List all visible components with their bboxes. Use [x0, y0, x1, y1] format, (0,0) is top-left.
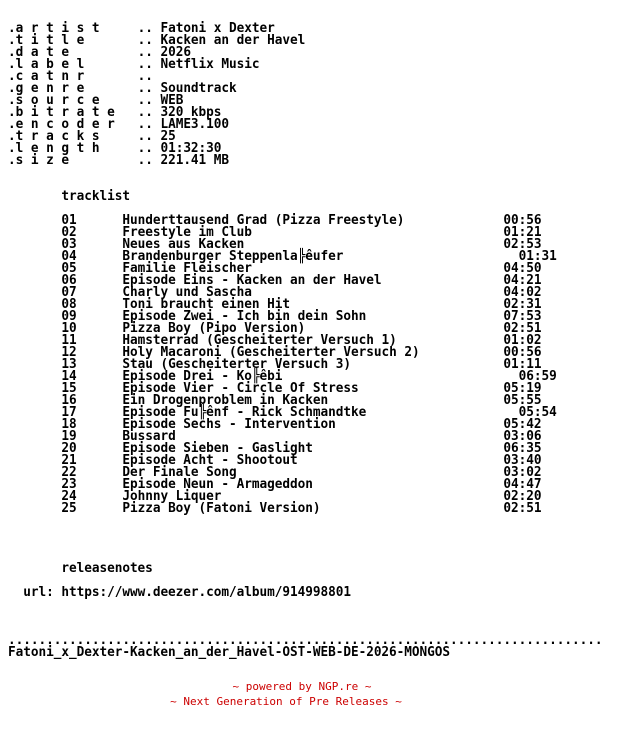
track-duration: 01:02 — [503, 333, 542, 348]
track-title: Episode Fu╠ênf - Rick Schmandtke — [122, 405, 367, 420]
info-value: Fatoni x Dexter — [160, 21, 275, 36]
track-number: 01 — [61, 213, 77, 228]
info-separator: .. — [137, 129, 153, 144]
info-separator: .. — [137, 105, 153, 120]
track-duration: 03:02 — [503, 465, 542, 480]
track-title: Neues aus Kacken — [122, 237, 245, 252]
track-number: 18 — [61, 417, 77, 432]
info-separator: .. — [137, 93, 153, 108]
nfo-text — [8, 23, 602, 659]
track-duration: 01:11 — [503, 357, 542, 372]
footer-powered-by: ~ powered by NGP.re ~ — [232, 680, 372, 693]
info-separator: .. — [137, 81, 153, 96]
track-title: Familie Fleischer — [122, 261, 252, 276]
track-number: 11 — [61, 333, 77, 348]
track-duration: 03:06 — [503, 429, 542, 444]
info-value: 320 kbps — [160, 105, 222, 120]
track-title: Hamsterrad (Gescheiterter Versuch 1) — [122, 333, 397, 348]
info-value: LAME3.100 — [160, 117, 230, 132]
info-key: .t r a c k s — [8, 129, 100, 144]
track-duration: 05:19 — [503, 381, 542, 396]
info-key: .a r t i s t — [8, 21, 100, 36]
track-duration: 05:42 — [503, 417, 542, 432]
track-number: 02 — [61, 225, 77, 240]
info-key: .l a b e l — [8, 57, 85, 72]
tracklist-heading: tracklist — [61, 189, 130, 204]
info-key: .s o u r c e — [8, 93, 100, 108]
track-number: 23 — [61, 477, 77, 492]
info-separator: .. — [137, 153, 153, 168]
info-key: .c a t n r — [8, 69, 85, 84]
info-value: 01:32:30 — [160, 141, 222, 156]
track-number: 12 — [61, 345, 77, 360]
track-number: 19 — [61, 429, 77, 444]
info-value: 2026 — [160, 45, 191, 60]
track-number: 10 — [61, 321, 77, 336]
info-separator: .. — [137, 57, 153, 72]
tracklist — [8, 213, 557, 516]
track-duration: 03:40 — [503, 453, 542, 468]
track-number: 03 — [61, 237, 77, 252]
track-title: Episode Sieben - Gaslight — [122, 441, 313, 456]
track-title: Episode Vier - Circle Of Stress — [122, 381, 359, 396]
track-number: 05 — [61, 261, 77, 276]
track-duration: 00:56 — [503, 345, 542, 360]
info-key: .t i t l e — [8, 33, 85, 48]
info-key: .l e n g t h — [8, 141, 100, 156]
info-value: WEB — [160, 93, 184, 108]
track-title: Holy Macaroni (Gescheiterter Versuch 2) — [122, 345, 420, 360]
track-duration: 04:50 — [503, 261, 542, 276]
releasenotes-heading: releasenotes — [61, 561, 153, 576]
track-duration: 01:21 — [503, 225, 542, 240]
track-title: Brandenburger Steppenla╠êufer — [122, 249, 344, 264]
track-title: Episode Eins - Kacken an der Havel — [122, 273, 382, 288]
info-separator: .. — [137, 141, 153, 156]
release-name: Fatoni_x_Dexter-Kacken_an_der_Havel-OST-WEB-DE-2026-MONGOS — [8, 645, 451, 660]
track-number: 06 — [61, 273, 77, 288]
track-duration: 02:51 — [503, 501, 542, 516]
track-duration: 05:55 — [503, 393, 542, 408]
track-duration: 02:20 — [503, 489, 542, 504]
info-key: .g e n r e — [8, 81, 85, 96]
track-number: 21 — [61, 453, 77, 468]
track-number: 07 — [61, 285, 77, 300]
track-title: Der Finale Song — [122, 465, 237, 480]
track-number: 14 — [61, 369, 77, 384]
dotted-divider: .............................................................................. — [8, 633, 603, 648]
info-separator: .. — [137, 21, 153, 36]
info-key: .e n c o d e r — [8, 117, 115, 132]
info-separator: .. — [137, 45, 153, 60]
track-number: 22 — [61, 465, 77, 480]
track-title: Episode Sechs - Intervention — [122, 417, 336, 432]
track-duration: 06:59 — [518, 369, 557, 384]
track-number: 16 — [61, 393, 77, 408]
url-label: url: — [23, 585, 54, 600]
track-title: Pizza Boy (Fatoni Version) — [122, 501, 321, 516]
track-duration: 02:53 — [503, 237, 542, 252]
url-link[interactable]: https://www.deezer.com/album/914998801 — [61, 585, 351, 600]
track-number: 15 — [61, 381, 77, 396]
track-duration: 04:47 — [503, 477, 542, 492]
info-key: .d a t e — [8, 45, 69, 60]
track-title: Hunderttausend Grad (Pizza Freestyle) — [122, 213, 405, 228]
track-title: Stau (Gescheiterter Versuch 3) — [122, 357, 351, 372]
track-title: Johnny Liquer — [122, 489, 222, 504]
info-separator: .. — [137, 117, 153, 132]
info-value: Netflix Music — [160, 57, 260, 72]
track-title: Episode Zwei - Ich bin dein Sohn — [122, 309, 367, 324]
track-title: Episode Drei - Ko╠êbi — [122, 369, 283, 384]
track-number: 25 — [61, 501, 77, 516]
track-title: Ein Drogenproblem in Kacken — [122, 393, 329, 408]
info-separator: .. — [137, 69, 153, 84]
track-row — [8, 501, 542, 516]
track-number: 17 — [61, 405, 77, 420]
info-value: 25 — [160, 129, 176, 144]
info-value: Kacken an der Havel — [160, 33, 306, 48]
track-title: Episode Acht - Shootout — [122, 453, 298, 468]
track-duration: 01:31 — [518, 249, 557, 264]
track-number: 09 — [61, 309, 77, 324]
track-duration: 02:31 — [503, 297, 542, 312]
footer-tagline: ~ Next Generation of Pre Releases ~ — [170, 695, 402, 708]
track-number: 13 — [61, 357, 77, 372]
track-duration: 04:21 — [503, 273, 542, 288]
info-value: Soundtrack — [160, 81, 237, 96]
track-duration: 04:02 — [503, 285, 542, 300]
track-number: 20 — [61, 441, 77, 456]
release-info — [8, 21, 305, 168]
track-title: Toni braucht einen Hit — [122, 297, 291, 312]
track-number: 04 — [61, 249, 77, 264]
track-duration: 07:53 — [503, 309, 542, 324]
track-title: Freestyle im Club — [122, 225, 252, 240]
info-key: .b i t r a t e — [8, 105, 115, 120]
track-title: Episode Neun - Armageddon — [122, 477, 313, 492]
info-row — [8, 153, 229, 168]
track-title: Bussard — [122, 429, 176, 444]
track-duration: 05:54 — [518, 405, 557, 420]
info-separator: .. — [137, 33, 153, 48]
track-number: 08 — [61, 297, 77, 312]
track-duration: 00:56 — [503, 213, 542, 228]
track-duration: 02:51 — [503, 321, 542, 336]
info-key: .s i z e — [8, 153, 69, 168]
track-title: Charly und Sascha — [122, 285, 252, 300]
info-value: 221.41 MB — [160, 153, 230, 168]
track-title: Pizza Boy (Pipo Version) — [122, 321, 306, 336]
track-number: 24 — [61, 489, 77, 504]
track-duration: 06:35 — [503, 441, 542, 456]
